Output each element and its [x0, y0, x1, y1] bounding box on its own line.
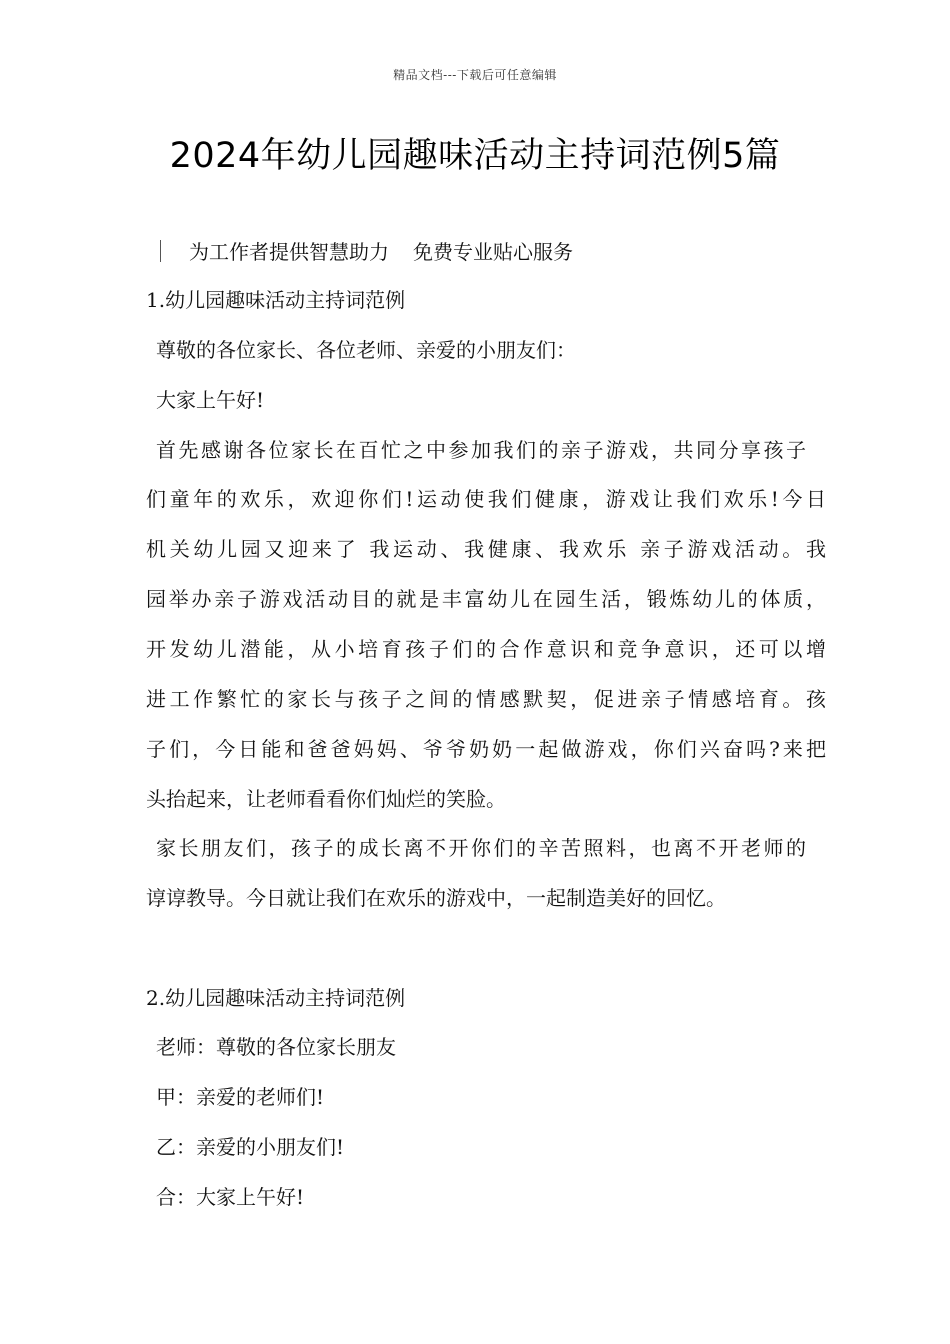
paragraph-line: 头抬起来，让老师看看你们灿烂的笑脸。 — [146, 787, 506, 811]
page-title: 2024年幼儿园趣味活动主持词范例5篇 — [169, 136, 781, 176]
tagline-part-1: 为工作者提供智慧助力 — [189, 240, 389, 264]
paragraph-line: 家长朋友们，孩子的成长离不开你们的辛苦照料，也离不开老师的 — [156, 836, 806, 860]
paragraph-line: 子们，今日能和爸爸妈妈、爷爷奶奶一起做游戏，你们兴奋吗?来把 — [146, 737, 826, 761]
section-1-hello: 大家上午好! — [156, 388, 265, 412]
header-note: 精品文档---下载后可任意编辑 — [393, 68, 557, 82]
paragraph-line: 谆谆教导。今日就让我们在欢乐的游戏中，一起制造美好的回忆。 — [146, 886, 726, 910]
tagline-part-2: 免费专业贴心服务 — [413, 240, 573, 264]
divider-bar — [160, 240, 161, 262]
dialogue-line: 合：大家上午好! — [156, 1185, 305, 1209]
paragraph-line: 首先感谢各位家长在百忙之中参加我们的亲子游戏，共同分享孩子 — [156, 438, 806, 462]
paragraph-line: 们童年的欢乐，欢迎你们!运动使我们健康，游戏让我们欢乐!今日 — [146, 487, 826, 511]
paragraph-line: 园举办亲子游戏活动目的就是丰富幼儿在园生活，锻炼幼儿的体质， — [146, 587, 826, 611]
dialogue-line: 甲：亲爱的老师们! — [156, 1085, 325, 1109]
paragraph-line: 机关幼儿园又迎来了 我运动、我健康、我欢乐 亲子游戏活动。我 — [146, 537, 826, 561]
tagline — [150, 236, 573, 265]
section-1-heading: 1.幼儿园趣味活动主持词范例 — [146, 288, 406, 312]
dialogue-line: 乙：亲爱的小朋友们! — [156, 1135, 345, 1159]
section-2-heading: 2.幼儿园趣味活动主持词范例 — [146, 986, 406, 1010]
paragraph-line: 进工作繁忙的家长与孩子之间的情感默契，促进亲子情感培育。孩 — [146, 687, 826, 711]
dialogue-line: 老师：尊敬的各位家长朋友 — [156, 1035, 396, 1059]
section-1-greeting: 尊敬的各位家长、各位老师、亲爱的小朋友们： — [156, 338, 576, 362]
paragraph-line: 开发幼儿潜能，从小培育孩子们的合作意识和竞争意识，还可以增 — [146, 637, 826, 661]
